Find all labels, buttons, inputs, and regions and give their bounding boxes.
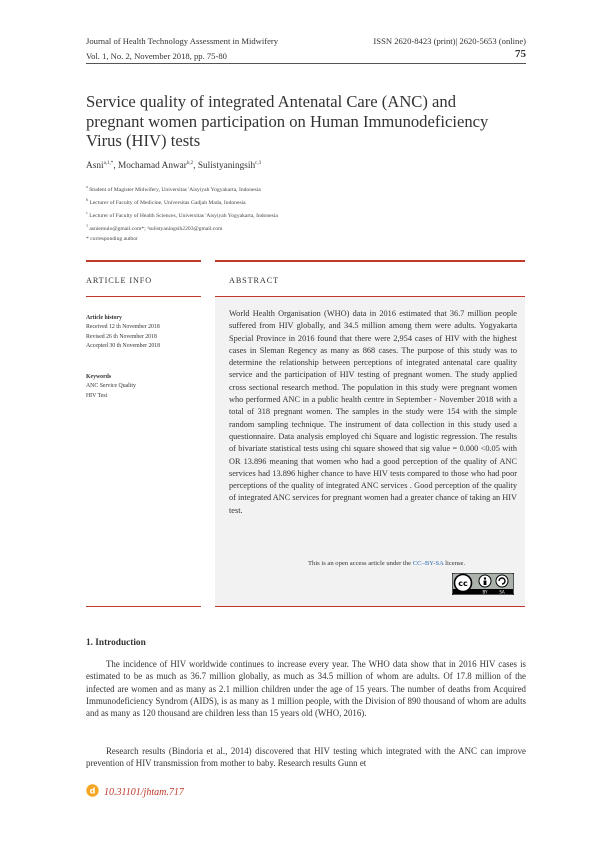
doi-link[interactable]: 10.31101/jhtam.717 <box>104 787 184 798</box>
article-info-rule <box>86 296 201 297</box>
affiliation-item: $^b$ Lecturer of Faculty of Medicine, Universitas Gadjah Mada, Indonesia <box>86 197 246 207</box>
history-label: Article history <box>86 315 122 321</box>
email-line: $^1$ asniemulo@gmail.com*; ³sulistyaningsih2203@gmail.com <box>86 223 223 233</box>
keywords-label: Keywords <box>86 374 112 380</box>
svg-text:BY: BY <box>482 589 488 595</box>
issn: ISSN 2620-8423 (print)| 2620-5653 (online) <box>373 36 526 46</box>
page-number: 75 <box>515 48 526 60</box>
article-info-rule-bottom <box>86 606 201 607</box>
accepted-date: Accepted 30 th November 2018 <box>86 342 161 349</box>
license-note: This is an open access article under the CC–BY-SA license. <box>308 560 466 567</box>
keywords-block <box>86 373 136 401</box>
abstract-rule-bottom <box>215 606 525 607</box>
affiliation-item: $^a$ Student of Magister Midwifery, Universitas 'Aisyiyah Yogyakarta, Indonesia <box>86 184 261 193</box>
svg-text:cc: cc <box>458 579 468 588</box>
doi-icon <box>86 784 99 797</box>
author-sup: b,2 <box>186 161 194 166</box>
author-name: Mochamad Anwar <box>117 161 187 172</box>
volume-info: Vol. 1, No. 2, November 2018, pp. 75-80 <box>86 51 227 61</box>
intro-paragraph-1: The incidence of HIV worldwide continues to increase every year. The WHO data show that in 2016 HIV cases is estimated to be as much as 36.7 million globally, as much as 34.5 million of whom are adults. Of 17.8 million of the infected are women and as many as 2.1 million children under the age of 15 years. The number of deaths from Acquired Immunodeficiency Syndrom (AIDS), is as many as 1 million people, with the Division of 890 thousand of whom are adults and as many as 120 thousand are children less than 15 years old (WHO, 2016). <box>86 659 526 719</box>
journal-name: Journal of Health Technology Assessment in Midwifery <box>86 36 279 46</box>
keyword-item: ANC Service Quality <box>86 383 136 390</box>
author-sup: a,1,* <box>103 161 114 166</box>
header-rule <box>86 63 526 64</box>
abstract-text: World Health Organisation (WHO) data in 2016 estimated that 36.7 million people suffered from HIV globally, and 34.5 million among them were adults. Yogyakarta Special Province in 2016 found that there were 2,954 cases of HIV with the highest cases in Sleman Regency as many as 868 cases. The purpose of this study was to determine the relationship between perceptions of integrated antenatal care quality service and the participation of HIV testing of pregnant women. The study applied cross sectional research method. The population in this study were pregnant women who performed ANC in a public health centre in September - November 2018 with a total of 318 pregnant women. The samples in the study were 154 with the simple random sampling technique. The instrument of data collection in this study used a questionnaire. Data analysis employed chi Square and logistic regression. The results of bivariate statistical tests using chi square showed that sig value = 0.000 <0.05 with OR 13.896 meaning that women who had a good perception of the quality of ANC services had 13.896 higher chance to have HIV tests compared to those who had poor perceptions of the quality of integrated ANC services . Good perception of the quality of integrated ANC services for pregnant women had a greater chance of taking an HIV test. <box>229 309 517 515</box>
author-sup: c,3 <box>255 161 262 166</box>
license-link[interactable]: CC–BY-SA <box>412 560 444 567</box>
received-date: Received 12 th November 2018 <box>86 324 160 331</box>
abstract-rule-top <box>215 260 525 262</box>
svg-text:SA: SA <box>499 589 505 595</box>
article-info-rule-top <box>86 260 201 262</box>
article-history <box>86 314 160 351</box>
cc-by-sa-icon[interactable] <box>452 573 514 595</box>
author-name: Asni <box>86 161 104 172</box>
keyword-item: HIV Test <box>86 392 108 399</box>
affiliation-item: $^c$ Lecturer of Faculty of Health Sciences, Universitas 'Aisyiyah Yogyakarta, Indonesia <box>86 210 278 220</box>
abstract-heading: ABSTRACT <box>229 276 279 285</box>
article-info-heading: ARTICLE INFO <box>86 276 153 285</box>
intro-paragraph-2: Research results (Bindoria et al., 2014) discovered that HIV testing which integrated with the ANC can improve prevention of HIV transmission from mother to baby. Research results Gunn et <box>86 746 526 769</box>
author-name: Sulistyaningsih <box>197 161 256 172</box>
affiliation-list <box>86 182 278 244</box>
svg-text:d: d <box>89 786 96 796</box>
corresponding-note: * corresponding author <box>86 235 138 242</box>
author-list: Asni$^{a,1,*}$, Mochamad Anwar$^{b,2}$, Sulistyaningsih$^{c,3}$ <box>86 161 262 172</box>
introduction-heading: 1. Introduction <box>86 638 146 648</box>
revised-date: Revised 26 th November 2018 <box>86 333 157 340</box>
paper-title: Service quality of integrated Antenatal Care (ANC) and pregnant women participation on Human Immunodeficiency Virus (HIV) tests <box>86 92 489 150</box>
